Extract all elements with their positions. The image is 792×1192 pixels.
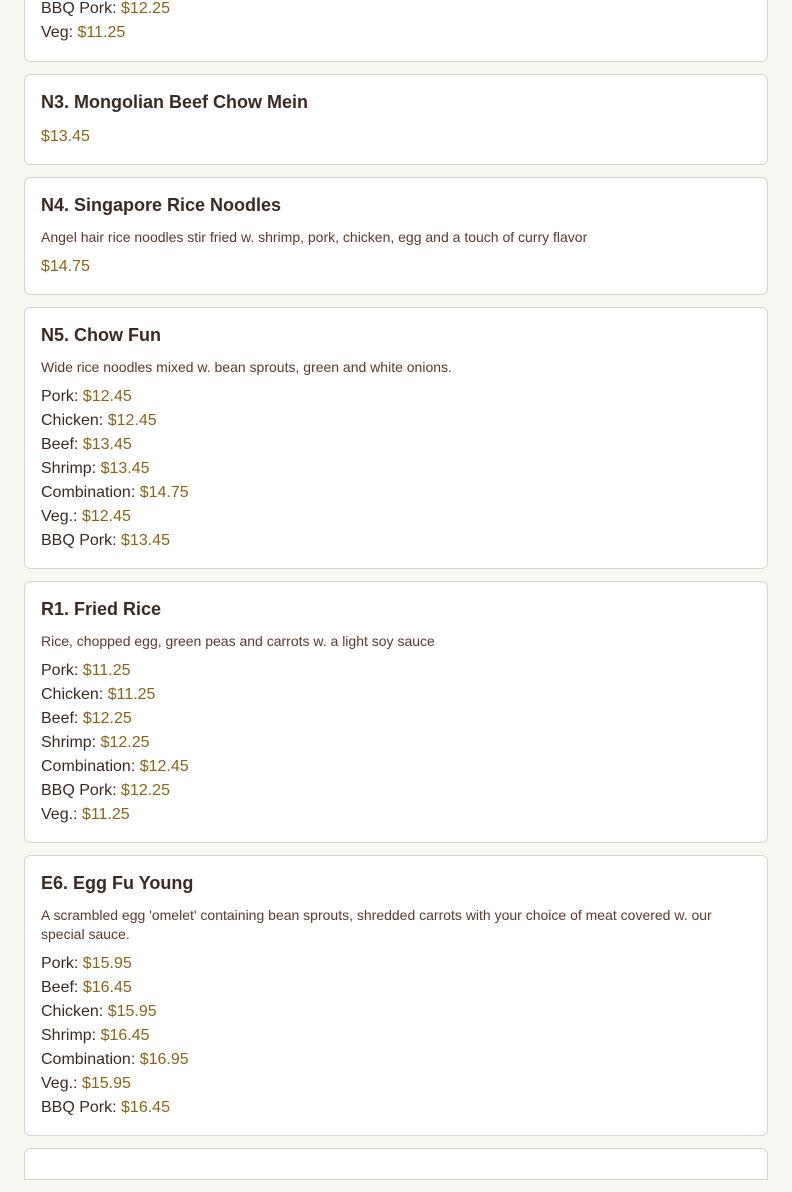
menu-item-description: Angel hair rice noodles stir fried w. shrimp, pork, chicken, egg and a touch of curry flavor <box>41 229 588 245</box>
price-row <box>41 731 751 755</box>
price-value: $11.25 <box>81 806 130 823</box>
menu-item-card[interactable] <box>24 0 768 62</box>
price-label: Veg: <box>41 24 74 41</box>
menu-item-card[interactable] <box>24 855 768 1136</box>
price-value: $12.45 <box>107 412 157 429</box>
price-label: Pork: <box>41 662 79 679</box>
price-label: Chicken: <box>41 686 104 703</box>
price-label: Shrimp: <box>41 734 97 751</box>
menu-item-title: E6. Egg Fu Young <box>41 873 194 893</box>
menu-item-price: $13.45 <box>41 128 90 145</box>
menu-item-card[interactable] <box>24 581 768 843</box>
price-row <box>41 1072 751 1096</box>
price-label: Pork: <box>41 388 79 405</box>
price-row <box>41 1000 751 1024</box>
price-value: $12.25 <box>121 0 170 17</box>
price-value: $14.75 <box>139 484 189 501</box>
price-row <box>41 385 751 409</box>
menu-item-card[interactable] <box>24 1148 768 1180</box>
price-label: Pork: <box>41 955 79 972</box>
menu-item-card[interactable] <box>24 177 768 295</box>
price-value: $15.95 <box>81 1075 131 1092</box>
price-row <box>41 457 751 481</box>
price-label: Chicken: <box>41 1003 104 1020</box>
price-label: Combination: <box>41 758 136 775</box>
price-value: $15.95 <box>82 955 132 972</box>
price-value: $12.25 <box>100 734 150 751</box>
price-value: $11.25 <box>107 686 156 703</box>
menu-item-title: N3. Mongolian Beef Chow Mein <box>41 92 309 112</box>
price-row <box>41 481 751 505</box>
price-value: $12.45 <box>82 388 132 405</box>
menu-item-price: $14.75 <box>41 258 90 275</box>
menu-item-card[interactable] <box>24 307 768 569</box>
price-row <box>41 952 751 976</box>
price-row <box>41 0 170 21</box>
price-label: Beef: <box>41 436 79 453</box>
price-row <box>41 433 751 457</box>
price-row <box>41 659 751 683</box>
menu-item-title: N4. Singapore Rice Noodles <box>41 195 282 215</box>
price-label: Veg.: <box>41 508 78 525</box>
price-label: Beef: <box>41 710 79 727</box>
price-value: $16.95 <box>139 1051 189 1068</box>
price-row <box>41 21 170 45</box>
price-value: $12.25 <box>121 782 170 799</box>
price-value: $15.95 <box>107 1003 157 1020</box>
price-value: $11.25 <box>77 24 126 41</box>
price-value: $12.45 <box>81 508 131 525</box>
menu-item-card[interactable] <box>24 74 768 165</box>
menu-item-description: Wide rice noodles mixed w. bean sprouts, green and white onions. <box>41 359 452 375</box>
price-label: Chicken: <box>41 412 104 429</box>
price-label: BBQ Pork: <box>41 532 117 549</box>
price-label: Veg.: <box>41 1075 78 1092</box>
menu-item-description: Rice, chopped egg, green peas and carrots w. a light soy sauce <box>41 633 435 649</box>
price-value: $13.45 <box>82 436 132 453</box>
price-value: $16.45 <box>121 1099 170 1116</box>
price-row <box>41 1048 751 1072</box>
price-label: Shrimp: <box>41 1027 97 1044</box>
menu-item-title: R1. Fried Rice <box>41 599 162 619</box>
price-label: Combination: <box>41 484 136 501</box>
price-label: BBQ Pork: <box>41 782 117 799</box>
price-label: Veg.: <box>41 806 78 823</box>
price-label: Combination: <box>41 1051 136 1068</box>
menu-item-description: A scrambled egg 'omelet' containing bean sprouts, shredded carrots with your choice of meat covered w. our special sauce. <box>41 907 712 942</box>
menu-item-title: N5. Chow Fun <box>41 325 161 345</box>
price-row <box>41 755 751 779</box>
price-row <box>41 707 751 731</box>
price-row <box>41 529 751 553</box>
price-row <box>41 803 751 827</box>
price-value: $12.25 <box>82 710 132 727</box>
price-value: $13.45 <box>121 532 170 549</box>
price-value: $12.45 <box>139 758 189 775</box>
price-label: BBQ Pork: <box>41 1099 117 1116</box>
price-row <box>41 505 751 529</box>
price-row <box>41 976 751 1000</box>
price-row <box>41 1024 751 1048</box>
price-row <box>41 409 751 433</box>
menu-list <box>24 0 768 1192</box>
price-value: $16.45 <box>100 1027 150 1044</box>
price-value: $11.25 <box>82 662 131 679</box>
price-row <box>41 1096 751 1120</box>
price-row <box>41 683 751 707</box>
price-label: BBQ Pork: <box>41 0 117 17</box>
price-value: $13.45 <box>100 460 150 477</box>
price-label: Beef: <box>41 979 79 996</box>
price-label: Shrimp: <box>41 460 97 477</box>
price-row <box>41 779 751 803</box>
price-value: $16.45 <box>82 979 132 996</box>
